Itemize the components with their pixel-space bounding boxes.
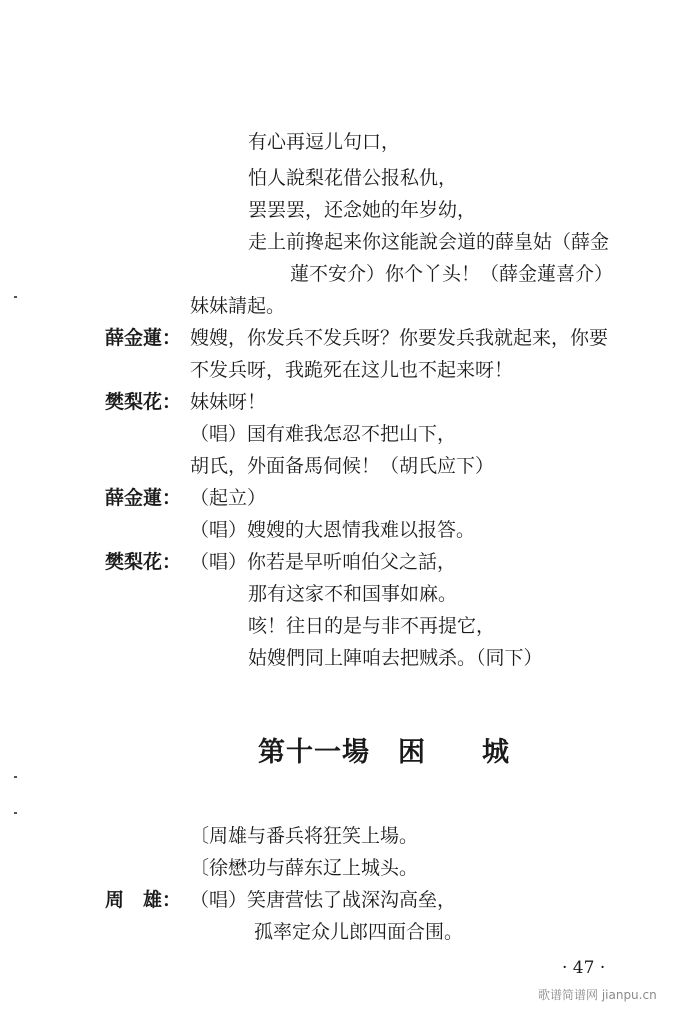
lyric-line: （唱）嫂嫂的大恩情我难以报答。 <box>190 519 476 541</box>
lyric-line: 有心再逗儿句口， <box>248 131 401 153</box>
dialogue-line: 胡氏，外面备馬伺候！（胡氏应下） <box>190 455 495 477</box>
scan-speck <box>14 296 17 298</box>
lyric-line: 罢罢罢，还念她的年岁幼， <box>248 199 477 221</box>
speaker-xue-jinlian: 薛金蓮： <box>105 327 182 349</box>
scene-title: 第十一場 困 城 <box>258 737 510 768</box>
lyric-line: 咳！往日的是与非不再提它， <box>248 615 496 637</box>
lyric-line: 走上前搀起来你这能說会道的薛皇姑（薛金 <box>248 231 610 253</box>
scan-speck <box>14 776 17 778</box>
speaker-xue-jinlian: 薛金蓮： <box>105 487 182 509</box>
speaker-zhou-xiong: 周 雄： <box>105 889 182 911</box>
page-number: · 47 · <box>562 958 606 978</box>
lyric-line: （唱）你若是早听咱伯父之話， <box>190 551 457 573</box>
lyric-line: 孤率定众儿郎四面合围。 <box>254 921 464 943</box>
lyric-line: 怕人說梨花借公报私仇， <box>248 167 458 189</box>
stage-direction-line: 〔徐懋功与薛东辽上城头。 <box>190 857 419 879</box>
scan-speck <box>14 812 17 814</box>
lyric-line: 那有这家不和国事如麻。 <box>248 583 458 605</box>
speaker-fan-lihua: 樊梨花： <box>105 391 182 413</box>
lyric-line: （唱）笑唐营怯了战深沟高垒， <box>190 889 457 911</box>
dialogue-line: 妹妹呀！ <box>190 391 267 413</box>
stage-direction-line: 蓮不安介）你个丫头！（薛金蓮喜介） <box>290 263 614 285</box>
dialogue-line: 妹妹請起。 <box>190 295 286 317</box>
watermark: 歌谱简谱网 jianpu.cn <box>538 988 657 1002</box>
speaker-fan-lihua: 樊梨花： <box>105 551 182 573</box>
dialogue-line: 嫂嫂，你发兵不发兵呀？你要发兵我就起来，你要 <box>190 327 609 349</box>
lyric-line: （唱）国有难我怎忍不把山下， <box>190 423 457 445</box>
lyric-line: 姑嫂們同上陣咱去把贼杀。（同下） <box>248 647 543 669</box>
dialogue-line: 不发兵呀，我跪死在这儿也不起来呀！ <box>190 359 514 381</box>
stage-direction-line: 〔周雄与番兵将狂笑上場。 <box>190 825 419 847</box>
stage-direction-line: （起立） <box>190 487 267 509</box>
